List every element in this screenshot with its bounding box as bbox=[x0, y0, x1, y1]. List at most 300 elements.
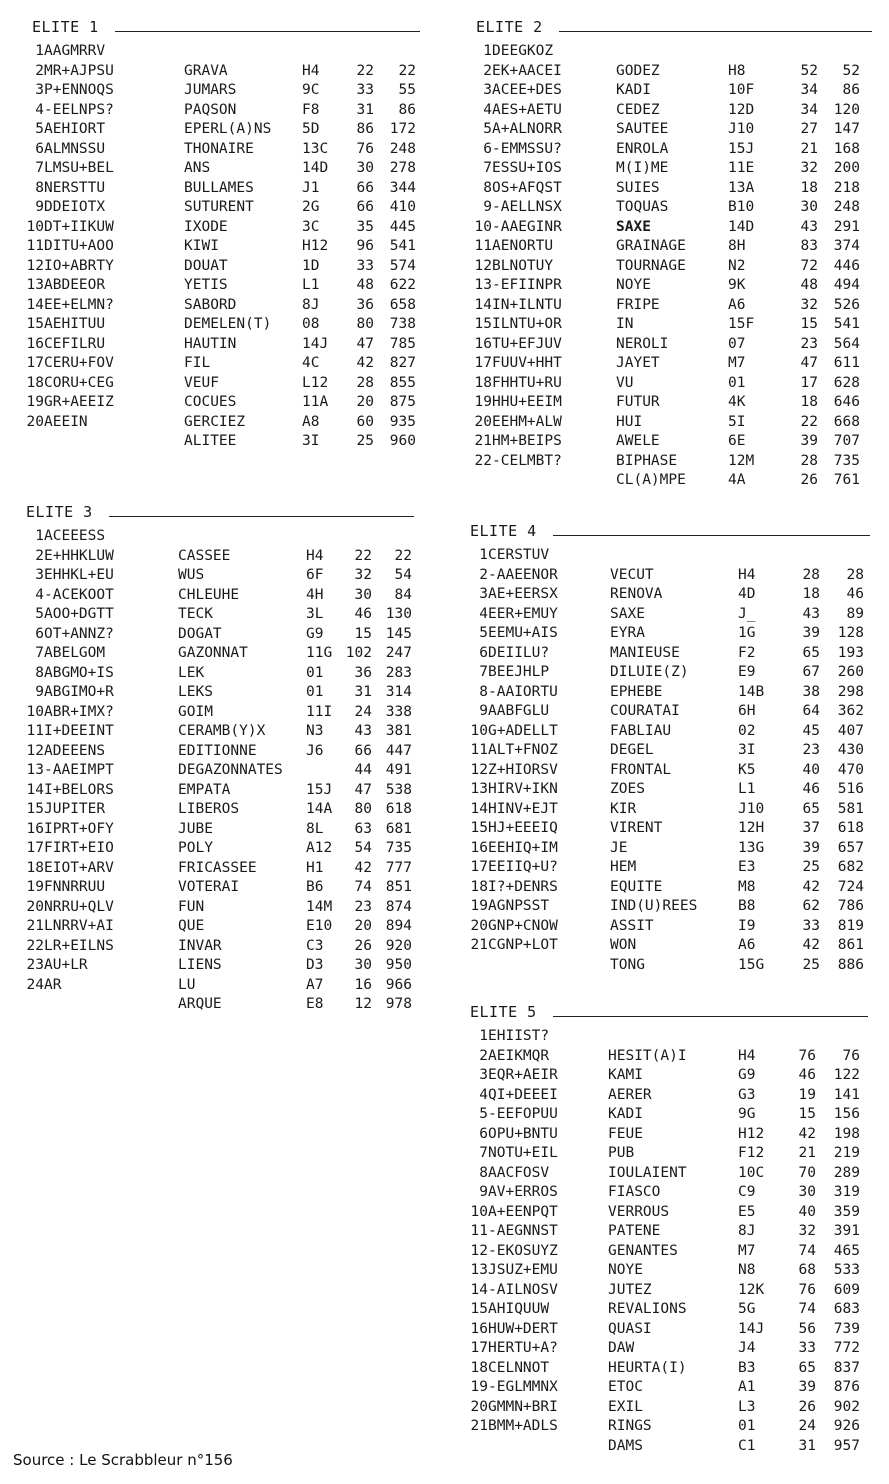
score-cell: 39 bbox=[800, 433, 818, 449]
total-cell: 658 bbox=[389, 296, 416, 313]
score-cell bbox=[778, 42, 818, 62]
position-cell: N8 bbox=[738, 1262, 756, 1278]
table-row bbox=[464, 452, 860, 472]
table-row bbox=[458, 956, 864, 976]
move-number-cell: 15 bbox=[26, 316, 44, 332]
rack-cell: EIOT+ARV bbox=[44, 859, 114, 876]
total-cell: 785 bbox=[389, 335, 416, 352]
table-row bbox=[14, 898, 412, 918]
move-number-cell: 3 bbox=[483, 82, 492, 98]
move-number-cell: 5 bbox=[479, 1106, 488, 1122]
table-row bbox=[14, 547, 412, 567]
table-row bbox=[458, 1261, 860, 1281]
elite4-section bbox=[458, 518, 870, 975]
total-cell: 22 bbox=[398, 62, 416, 79]
score-cell: 40 bbox=[798, 1203, 816, 1220]
position-cell: 07 bbox=[728, 335, 746, 352]
table-row bbox=[464, 62, 860, 82]
table-row bbox=[14, 781, 412, 801]
position-cell: C3 bbox=[306, 937, 324, 954]
word-cell: MANIEUSE bbox=[610, 644, 680, 661]
table-row bbox=[20, 218, 416, 238]
word-cell: NOYE bbox=[616, 277, 651, 293]
move-number-cell: 18 bbox=[470, 1359, 488, 1376]
total-cell: 609 bbox=[833, 1281, 860, 1298]
position-cell: 15J bbox=[728, 140, 755, 157]
total-cell: 145 bbox=[385, 625, 412, 642]
total-cell: 786 bbox=[837, 898, 864, 914]
total-cell: 84 bbox=[394, 586, 412, 603]
total-cell: 391 bbox=[833, 1223, 860, 1239]
rack-cell: EEHIQ+IM bbox=[488, 839, 558, 856]
score-cell: 67 bbox=[802, 664, 820, 680]
total-cell: 966 bbox=[385, 976, 412, 993]
total-cell: 168 bbox=[833, 140, 860, 157]
rack-cell: GMMN+BRI bbox=[488, 1398, 558, 1415]
rack-cell: MR+AJPSU bbox=[44, 62, 114, 79]
score-cell: 34 bbox=[800, 101, 818, 118]
rack-cell: DDEIOTX bbox=[44, 199, 106, 215]
word-cell: VEUF bbox=[184, 374, 219, 391]
elite2-heading bbox=[464, 14, 872, 36]
position-cell: 3L bbox=[306, 606, 324, 622]
table-row bbox=[20, 354, 416, 374]
score-cell: 22 bbox=[356, 62, 374, 79]
total-cell: 314 bbox=[385, 684, 412, 700]
score-cell: 17 bbox=[800, 374, 818, 391]
rack-cell: -AAEGINR bbox=[492, 218, 562, 235]
rack-cell: QI+DEEEI bbox=[488, 1086, 558, 1103]
position-cell: 3I bbox=[302, 433, 320, 449]
score-cell: 42 bbox=[802, 878, 820, 895]
score-cell: 30 bbox=[354, 957, 372, 973]
score-cell: 46 bbox=[802, 781, 820, 797]
score-cell: 31 bbox=[354, 684, 372, 700]
total-cell: 374 bbox=[833, 238, 860, 254]
score-cell: 65 bbox=[798, 1359, 816, 1376]
rack-cell: AE+EERSX bbox=[488, 586, 558, 602]
word-cell: SAXE bbox=[610, 605, 645, 622]
position-cell: 14B bbox=[738, 683, 765, 700]
table-row bbox=[464, 218, 860, 238]
total-cell: 359 bbox=[833, 1203, 860, 1220]
word-cell: CERAMB(Y)X bbox=[178, 723, 266, 739]
table-row bbox=[14, 859, 412, 879]
position-cell bbox=[738, 546, 782, 566]
word-cell: KIWI bbox=[184, 238, 219, 254]
score-cell: 42 bbox=[798, 1125, 816, 1142]
move-number-cell bbox=[20, 432, 44, 452]
score-cell: 36 bbox=[356, 296, 374, 313]
position-cell: 10C bbox=[738, 1164, 765, 1181]
move-number-cell: 1 bbox=[483, 43, 492, 59]
position-cell: A1 bbox=[738, 1379, 756, 1395]
total-cell: 172 bbox=[389, 121, 416, 137]
word-cell bbox=[610, 546, 738, 566]
move-number-cell: 10 bbox=[26, 218, 44, 235]
score-cell: 15 bbox=[798, 1106, 816, 1122]
elite5-table bbox=[458, 1027, 860, 1456]
position-cell: 14J bbox=[302, 335, 329, 352]
rack-cell: HERTU+A? bbox=[488, 1340, 558, 1356]
table-row bbox=[458, 741, 864, 761]
table-row bbox=[20, 315, 416, 335]
rack-cell: A+ALNORR bbox=[492, 121, 562, 137]
score-cell: 34 bbox=[800, 82, 818, 98]
score-cell: 96 bbox=[356, 238, 374, 254]
total-cell: 447 bbox=[385, 742, 412, 759]
move-number-cell: 3 bbox=[479, 586, 488, 602]
elite5-title: ELITE 5 bbox=[470, 1003, 537, 1021]
score-cell bbox=[342, 42, 374, 62]
word-cell: EPERL(A)NS bbox=[184, 121, 272, 137]
score-cell: 42 bbox=[354, 859, 372, 876]
move-number-cell: 12 bbox=[474, 257, 492, 274]
rack-cell: BEEJHLP bbox=[488, 664, 550, 680]
score-cell: 28 bbox=[800, 452, 818, 469]
rack-cell: ALT+FNOZ bbox=[488, 742, 558, 758]
elite2-title-rule bbox=[559, 31, 872, 32]
rack-cell: G+ADELLT bbox=[488, 722, 558, 739]
position-cell: 6H bbox=[738, 703, 756, 719]
score-cell: 21 bbox=[798, 1145, 816, 1161]
total-cell: 193 bbox=[837, 644, 864, 661]
rack-cell: HINV+EJT bbox=[488, 800, 558, 817]
rack-cell: -AAEENOR bbox=[488, 566, 558, 583]
rack-cell: EHIIST? bbox=[488, 1028, 550, 1044]
total-cell: 120 bbox=[833, 101, 860, 118]
word-cell: BIPHASE bbox=[616, 452, 678, 469]
total-cell: 218 bbox=[833, 179, 860, 196]
move-number-cell: 16 bbox=[470, 839, 488, 856]
rack-cell: CGNP+LOT bbox=[488, 937, 558, 953]
position-cell: J1 bbox=[302, 179, 320, 196]
word-cell: LIENS bbox=[178, 957, 222, 973]
table-row bbox=[458, 702, 864, 722]
score-cell: 38 bbox=[802, 683, 820, 700]
total-cell: 410 bbox=[389, 199, 416, 215]
score-cell: 44 bbox=[354, 762, 372, 778]
position-cell: M8 bbox=[738, 878, 756, 895]
move-number-cell: 5 bbox=[35, 121, 44, 137]
word-cell: QUASI bbox=[608, 1320, 652, 1337]
move-number-cell: 15 bbox=[470, 1301, 488, 1317]
score-cell: 47 bbox=[356, 335, 374, 352]
word-cell: HESIT(A)I bbox=[608, 1047, 687, 1064]
rack-cell: BMM+ADLS bbox=[488, 1418, 558, 1434]
table-row bbox=[464, 374, 860, 394]
score-cell: 23 bbox=[800, 335, 818, 352]
word-cell: DILUIE(Z) bbox=[610, 664, 689, 680]
score-cell: 16 bbox=[354, 976, 372, 993]
table-row bbox=[14, 683, 412, 703]
position-cell: E8 bbox=[306, 996, 324, 1012]
total-cell: 283 bbox=[385, 664, 412, 681]
table-row bbox=[464, 413, 860, 433]
table-row bbox=[14, 644, 412, 664]
move-number-cell: 24 bbox=[26, 976, 44, 993]
move-number-cell: 16 bbox=[470, 1320, 488, 1337]
score-cell: 26 bbox=[800, 472, 818, 488]
word-cell: SAXE bbox=[616, 218, 651, 235]
total-cell: 122 bbox=[833, 1067, 860, 1083]
score-cell: 39 bbox=[802, 839, 820, 856]
rack-cell bbox=[44, 432, 184, 452]
move-number-cell: 22 bbox=[474, 452, 492, 469]
position-cell: 8L bbox=[306, 820, 324, 837]
total-cell: 291 bbox=[833, 218, 860, 235]
elite5-title-rule bbox=[553, 1016, 868, 1017]
rack-cell: -EELNPS? bbox=[44, 101, 114, 118]
move-number-cell: 15 bbox=[474, 316, 492, 332]
move-number-cell: 8 bbox=[35, 179, 44, 196]
table-row bbox=[14, 878, 412, 898]
total-cell: 611 bbox=[833, 355, 860, 371]
table-row bbox=[458, 936, 864, 956]
table-row bbox=[458, 761, 864, 781]
position-cell: H4 bbox=[738, 1047, 756, 1064]
word-cell: GRAINAGE bbox=[616, 238, 686, 254]
word-cell: AWELE bbox=[616, 433, 660, 449]
rack-cell: HM+BEIPS bbox=[492, 433, 562, 449]
table-row bbox=[14, 956, 412, 976]
move-number-cell: 21 bbox=[474, 433, 492, 449]
position-cell: E3 bbox=[738, 859, 756, 875]
score-cell: 74 bbox=[798, 1242, 816, 1259]
rack-cell: -AELLNSX bbox=[492, 199, 562, 215]
move-number-cell: 19 bbox=[26, 394, 44, 410]
score-cell: 48 bbox=[800, 277, 818, 293]
position-cell: H4 bbox=[302, 62, 320, 79]
total-cell: 200 bbox=[833, 160, 860, 176]
table-row bbox=[458, 1417, 860, 1437]
rack-cell: -AEGNNST bbox=[488, 1223, 558, 1239]
word-cell: ZOES bbox=[610, 781, 645, 797]
word-cell: THONAIRE bbox=[184, 140, 254, 157]
position-cell: A6 bbox=[738, 937, 756, 953]
rack-cell: FUUV+HHT bbox=[492, 355, 562, 371]
position-cell: 01 bbox=[306, 664, 324, 681]
word-cell: DOUAT bbox=[184, 257, 228, 274]
word-cell: NEROLI bbox=[616, 335, 669, 352]
word-cell: JUTEZ bbox=[608, 1281, 652, 1298]
word-cell: ANS bbox=[184, 160, 211, 176]
move-number-cell: 23 bbox=[26, 957, 44, 973]
table-row bbox=[464, 120, 860, 140]
rack-cell: CORU+CEG bbox=[44, 374, 114, 391]
word-cell: FIASCO bbox=[608, 1184, 661, 1200]
score-cell: 66 bbox=[356, 179, 374, 196]
move-number-cell: 13 bbox=[470, 781, 488, 797]
table-row bbox=[14, 742, 412, 762]
rack-cell: LR+EILNS bbox=[44, 937, 114, 954]
total-cell: 541 bbox=[389, 238, 416, 254]
move-number-cell: 12 bbox=[470, 761, 488, 778]
score-cell: 32 bbox=[354, 567, 372, 583]
elite1-title: ELITE 1 bbox=[32, 18, 99, 36]
position-cell: E9 bbox=[738, 664, 756, 680]
total-cell: 198 bbox=[833, 1125, 860, 1142]
table-row bbox=[458, 1378, 860, 1398]
table-row bbox=[20, 296, 416, 316]
score-cell: 46 bbox=[354, 606, 372, 622]
total-cell: 260 bbox=[837, 664, 864, 680]
position-cell: A8 bbox=[302, 413, 320, 430]
score-cell: 18 bbox=[800, 394, 818, 410]
word-cell: HUI bbox=[616, 413, 643, 430]
move-number-cell bbox=[464, 471, 492, 491]
table-row bbox=[20, 179, 416, 199]
move-number-cell: 16 bbox=[26, 820, 44, 837]
table-row bbox=[20, 140, 416, 160]
position-cell: E10 bbox=[306, 918, 333, 934]
table-row bbox=[14, 722, 412, 742]
table-row bbox=[20, 42, 416, 62]
word-cell: M(I)ME bbox=[616, 160, 669, 176]
move-number-cell: 11 bbox=[470, 1223, 488, 1239]
position-cell: C1 bbox=[738, 1437, 756, 1454]
score-cell: 32 bbox=[798, 1223, 816, 1239]
table-row bbox=[458, 546, 864, 566]
rack-cell: HUW+DERT bbox=[488, 1320, 558, 1337]
position-cell: 01 bbox=[728, 374, 746, 391]
move-number-cell: 9 bbox=[479, 1184, 488, 1200]
word-cell bbox=[184, 42, 302, 62]
score-cell: 46 bbox=[798, 1067, 816, 1083]
word-cell: POLY bbox=[178, 840, 213, 856]
move-number-cell: 4 bbox=[483, 101, 492, 118]
table-row bbox=[20, 101, 416, 121]
rack-cell: E+HHKLUW bbox=[44, 547, 114, 564]
table-row bbox=[464, 296, 860, 316]
elite1-heading bbox=[20, 14, 420, 36]
move-number-cell: 1 bbox=[479, 1028, 488, 1044]
score-cell: 45 bbox=[802, 722, 820, 739]
move-number-cell: 17 bbox=[26, 840, 44, 856]
position-cell: H4 bbox=[738, 566, 756, 583]
rack-cell: AAGMRRV bbox=[44, 43, 106, 59]
word-cell: WON bbox=[610, 937, 637, 953]
total-cell: 618 bbox=[837, 820, 864, 836]
word-cell: TOQUAS bbox=[616, 199, 669, 215]
table-row bbox=[20, 432, 416, 452]
position-cell: 4D bbox=[738, 586, 756, 602]
total-cell: 837 bbox=[833, 1359, 860, 1376]
score-cell: 47 bbox=[800, 355, 818, 371]
position-cell: 11A bbox=[302, 394, 329, 410]
move-number-cell: 16 bbox=[26, 335, 44, 352]
rack-cell: -AAEIMPT bbox=[44, 762, 114, 778]
position-cell: G3 bbox=[738, 1086, 756, 1103]
word-cell: EPHEBE bbox=[610, 683, 663, 700]
word-cell: ENROLA bbox=[616, 140, 669, 157]
rack-cell: EHHKL+EU bbox=[44, 567, 114, 583]
table-row bbox=[464, 471, 860, 491]
position-cell: 12D bbox=[728, 101, 755, 118]
rack-cell: AABFGLU bbox=[488, 703, 550, 719]
position-cell: 14M bbox=[306, 898, 333, 915]
table-row bbox=[464, 393, 860, 413]
table-row bbox=[464, 432, 860, 452]
table-row bbox=[14, 800, 412, 820]
word-cell: IXODE bbox=[184, 218, 228, 235]
word-cell: SUTURENT bbox=[184, 199, 254, 215]
word-cell: TOURNAGE bbox=[616, 257, 686, 274]
word-cell: FABLIAU bbox=[610, 722, 672, 739]
total-cell: 724 bbox=[837, 878, 864, 895]
word-cell: TONG bbox=[610, 956, 645, 973]
move-number-cell: 20 bbox=[470, 1398, 488, 1415]
table-row bbox=[20, 374, 416, 394]
score-cell: 25 bbox=[356, 433, 374, 449]
word-cell: JE bbox=[610, 839, 628, 856]
score-cell: 83 bbox=[800, 238, 818, 254]
elite1-section bbox=[20, 14, 420, 452]
move-number-cell: 7 bbox=[479, 664, 488, 680]
move-number-cell: 6 bbox=[483, 140, 492, 157]
word-cell: VU bbox=[616, 374, 634, 391]
word-cell: GRAVA bbox=[184, 62, 228, 79]
table-row bbox=[458, 1027, 860, 1047]
total-cell: 55 bbox=[398, 82, 416, 98]
rack-cell: CELNNOT bbox=[488, 1359, 550, 1376]
move-number-cell: 20 bbox=[26, 898, 44, 915]
elite3-title-rule bbox=[109, 516, 414, 517]
rack-cell: ABGIMO+R bbox=[44, 684, 114, 700]
score-cell: 28 bbox=[802, 566, 820, 583]
rack-cell: ABR+IMX? bbox=[44, 703, 114, 720]
move-number-cell: 3 bbox=[479, 1067, 488, 1083]
score-cell: 76 bbox=[798, 1047, 816, 1064]
move-number-cell: 14 bbox=[470, 800, 488, 817]
rack-cell: DEIILU? bbox=[488, 644, 550, 661]
move-number-cell: 9 bbox=[35, 199, 44, 215]
position-cell: 5D bbox=[302, 121, 320, 137]
move-number-cell: 2 bbox=[35, 547, 44, 564]
total-cell: 130 bbox=[385, 606, 412, 622]
table-row bbox=[464, 42, 860, 62]
move-number-cell: 5 bbox=[35, 606, 44, 622]
score-cell: 24 bbox=[354, 703, 372, 720]
move-number-cell: 7 bbox=[35, 645, 44, 661]
total-cell bbox=[372, 527, 412, 547]
table-row bbox=[14, 761, 412, 781]
position-cell: 15J bbox=[306, 781, 333, 798]
move-number-cell: 22 bbox=[26, 937, 44, 954]
move-number-cell: 19 bbox=[470, 898, 488, 914]
total-cell: 772 bbox=[833, 1340, 860, 1356]
total-cell: 89 bbox=[846, 605, 864, 622]
rack-cell: -ACEKOOT bbox=[44, 586, 114, 603]
word-cell: VECUT bbox=[610, 566, 654, 583]
rack-cell: OS+AFQST bbox=[492, 179, 562, 196]
total-cell: 902 bbox=[833, 1398, 860, 1415]
total-cell: 628 bbox=[833, 374, 860, 391]
move-number-cell: 4 bbox=[35, 586, 44, 603]
total-cell: 978 bbox=[385, 996, 412, 1012]
rack-cell: AOO+DGTT bbox=[44, 606, 114, 622]
table-row bbox=[458, 585, 864, 605]
word-cell: SUIES bbox=[616, 179, 660, 196]
score-cell: 66 bbox=[356, 199, 374, 215]
word-cell: FEUE bbox=[608, 1125, 643, 1142]
word-cell: VOTERAI bbox=[178, 879, 240, 895]
rack-cell: DITU+AOO bbox=[44, 238, 114, 254]
table-row bbox=[458, 1144, 860, 1164]
word-cell: IOULAIENT bbox=[608, 1164, 687, 1181]
score-cell: 47 bbox=[354, 781, 372, 798]
table-row bbox=[458, 780, 864, 800]
